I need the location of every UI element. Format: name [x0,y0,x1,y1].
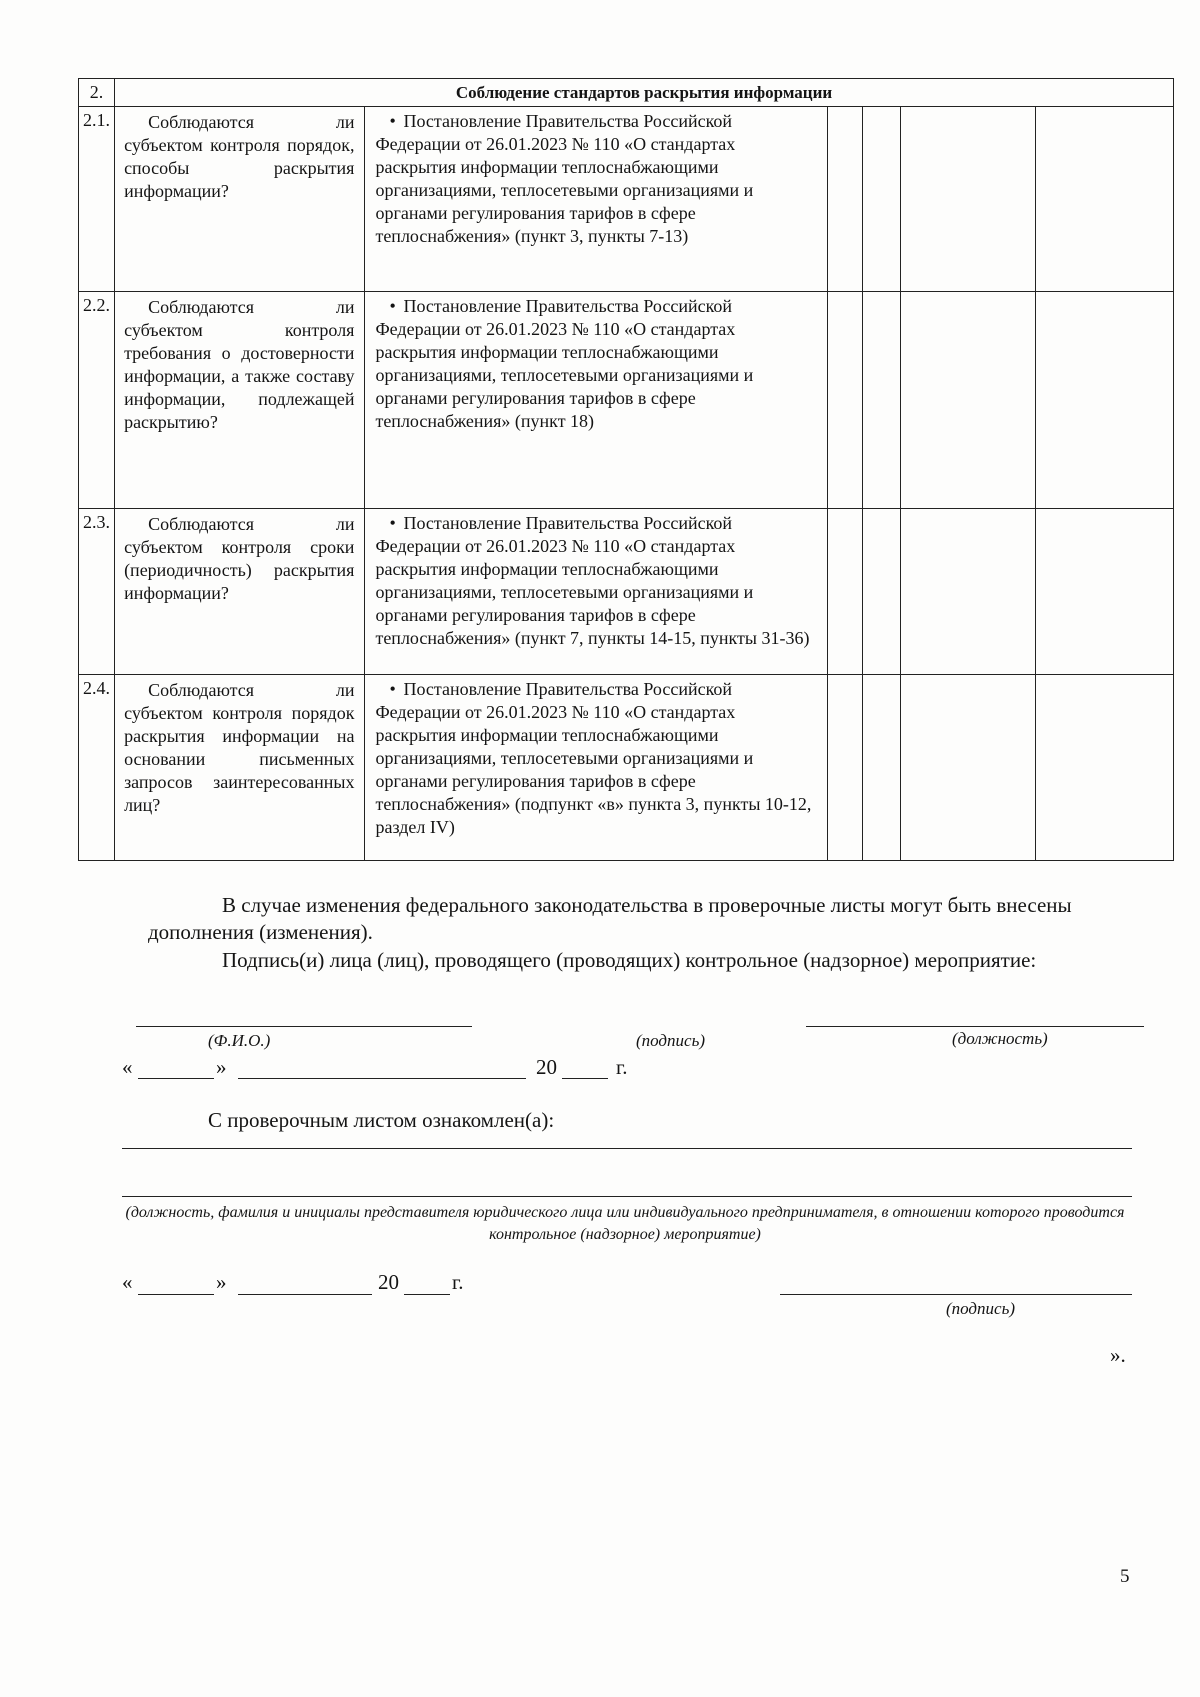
bullet-icon: • [389,513,396,533]
comment-cell[interactable] [1035,292,1173,509]
signature-caption: (подпись) [636,1031,705,1050]
question-cell [115,107,365,292]
question-first: Соблюдаются ли [148,514,355,534]
reference-text: Постановление Правительства Российской Федерации от 26.01.2023 № 110 «О стандартах раскрытия информации теплоснабжающими организациями, теплосетевыми организациями и органами регулирования тарифов в сфере теплоснабжения» (пункт 18) [375,296,754,431]
question-cell [115,675,365,861]
comment-cell[interactable] [1035,675,1173,861]
answer-na-cell[interactable] [901,292,1036,509]
day-line-2[interactable] [138,1294,214,1295]
answer-na-cell[interactable] [901,675,1036,861]
answer-yes-cell[interactable] [828,675,863,861]
reference-cell [365,292,828,509]
year-suffix-2: г. [452,1270,464,1294]
question-rest: субъектом контроля порядок раскрытия информации на основании письменных запросов заинтересованных лиц? [124,703,355,815]
answer-na-cell[interactable] [901,107,1036,292]
quote-close-2: » [216,1270,227,1294]
question-cell [115,509,365,675]
bullet-icon: • [389,111,396,131]
question-rest: субъектом контроля требования о достоверности информации, а также составу информации, подлежащей раскрытию? [124,320,355,432]
answer-no-cell[interactable] [863,509,901,675]
reference-cell [365,107,828,292]
reference-text: Постановление Правительства Российской Федерации от 26.01.2023 № 110 «О стандартах раскрытия информации теплоснабжающими организациями, теплосетевыми организациями и органами регулирования тарифов в сфере теплоснабжения» (пункт 3, пункты 7-13) [375,111,754,246]
table-row [79,675,1174,861]
month-line-2[interactable] [238,1294,372,1295]
question-first: Соблюдаются ли [148,112,355,132]
year-suffix: г. [616,1055,628,1079]
acquainted-label: С проверочным листом ознакомлен(а): [208,1108,555,1132]
question-rest: субъектом контроля сроки (периодичность) раскрытия информации? [124,537,355,603]
answer-yes-cell[interactable] [828,509,863,675]
reference-cell [365,509,828,675]
signature-line-2[interactable] [780,1294,1132,1295]
answer-yes-cell[interactable] [828,107,863,292]
year-prefix-2: 20 [378,1270,399,1294]
bullet-icon: • [389,296,396,316]
representative-line-2[interactable] [122,1196,1132,1197]
comment-cell[interactable] [1035,107,1173,292]
quote-close: » [216,1055,227,1079]
year-prefix: 20 [536,1055,557,1079]
section-number: 2. [79,79,115,107]
representative-line-1[interactable] [122,1148,1132,1149]
table-row [79,107,1174,292]
comment-cell[interactable] [1035,509,1173,675]
quote-open: « [122,1055,133,1079]
row-number: 2.1. [79,107,115,292]
table-row [79,509,1174,675]
section-header-row [79,79,1174,107]
answer-yes-cell[interactable] [828,292,863,509]
year-line[interactable] [562,1078,608,1079]
year-line-2[interactable] [404,1294,450,1295]
section-title: Соблюдение стандартов раскрытия информации [115,79,1174,107]
row-number: 2.4. [79,675,115,861]
checklist-table [78,78,1174,861]
answer-no-cell[interactable] [863,675,901,861]
month-line[interactable] [238,1078,526,1079]
answer-no-cell[interactable] [863,292,901,509]
position-caption: (должность) [952,1029,1048,1048]
question-first: Соблюдаются ли [148,680,355,700]
question-first: Соблюдаются ли [148,297,355,317]
day-line[interactable] [138,1078,214,1079]
fio-caption: (Ф.И.О.) [208,1031,271,1050]
quote-open-2: « [122,1270,133,1294]
row-number: 2.3. [79,509,115,675]
answer-no-cell[interactable] [863,107,901,292]
table-row [79,292,1174,509]
bullet-icon: • [389,679,396,699]
reference-cell [365,675,828,861]
reference-text: Постановление Правительства Российской Федерации от 26.01.2023 № 110 «О стандартах раскрытия информации теплоснабжающими организациями, теплосетевыми организациями и органами регулирования тарифов в сфере теплоснабжения» (подпункт «в» пункта 3, пункты 10-12, раздел IV) [375,679,812,837]
question-cell [115,292,365,509]
signature-caption-2: (подпись) [946,1299,1015,1318]
representative-caption: (должность, фамилия и инициалы представителя юридического лица или индивидуального предпринимателя, в отношении которого проводится контрольное (надзорное) мероприятие) [125,1204,1125,1243]
row-number: 2.2. [79,292,115,509]
fio-line[interactable] [136,1026,472,1027]
page-number: 5 [1120,1566,1130,1587]
closing-quote: ». [1110,1343,1126,1367]
position-line[interactable] [806,1026,1144,1027]
question-rest: субъектом контроля порядок, способы раскрытия информации? [124,135,355,201]
change-note-paragraph: В случае изменения федерального законодательства в проверочные листы могут быть внесены дополнения (изменения). [148,893,1072,944]
answer-na-cell[interactable] [901,509,1036,675]
reference-text: Постановление Правительства Российской Федерации от 26.01.2023 № 110 «О стандартах раскрытия информации теплоснабжающими организациями, теплосетевыми организациями и органами регулирования тарифов в сфере теплоснабжения» (пункт 7, пункты 14-15, пункты 31-36) [375,513,810,648]
signature-intro-paragraph: Подпись(и) лица (лиц), проводящего (проводящих) контрольное (надзорное) мероприятие: [222,948,1037,972]
